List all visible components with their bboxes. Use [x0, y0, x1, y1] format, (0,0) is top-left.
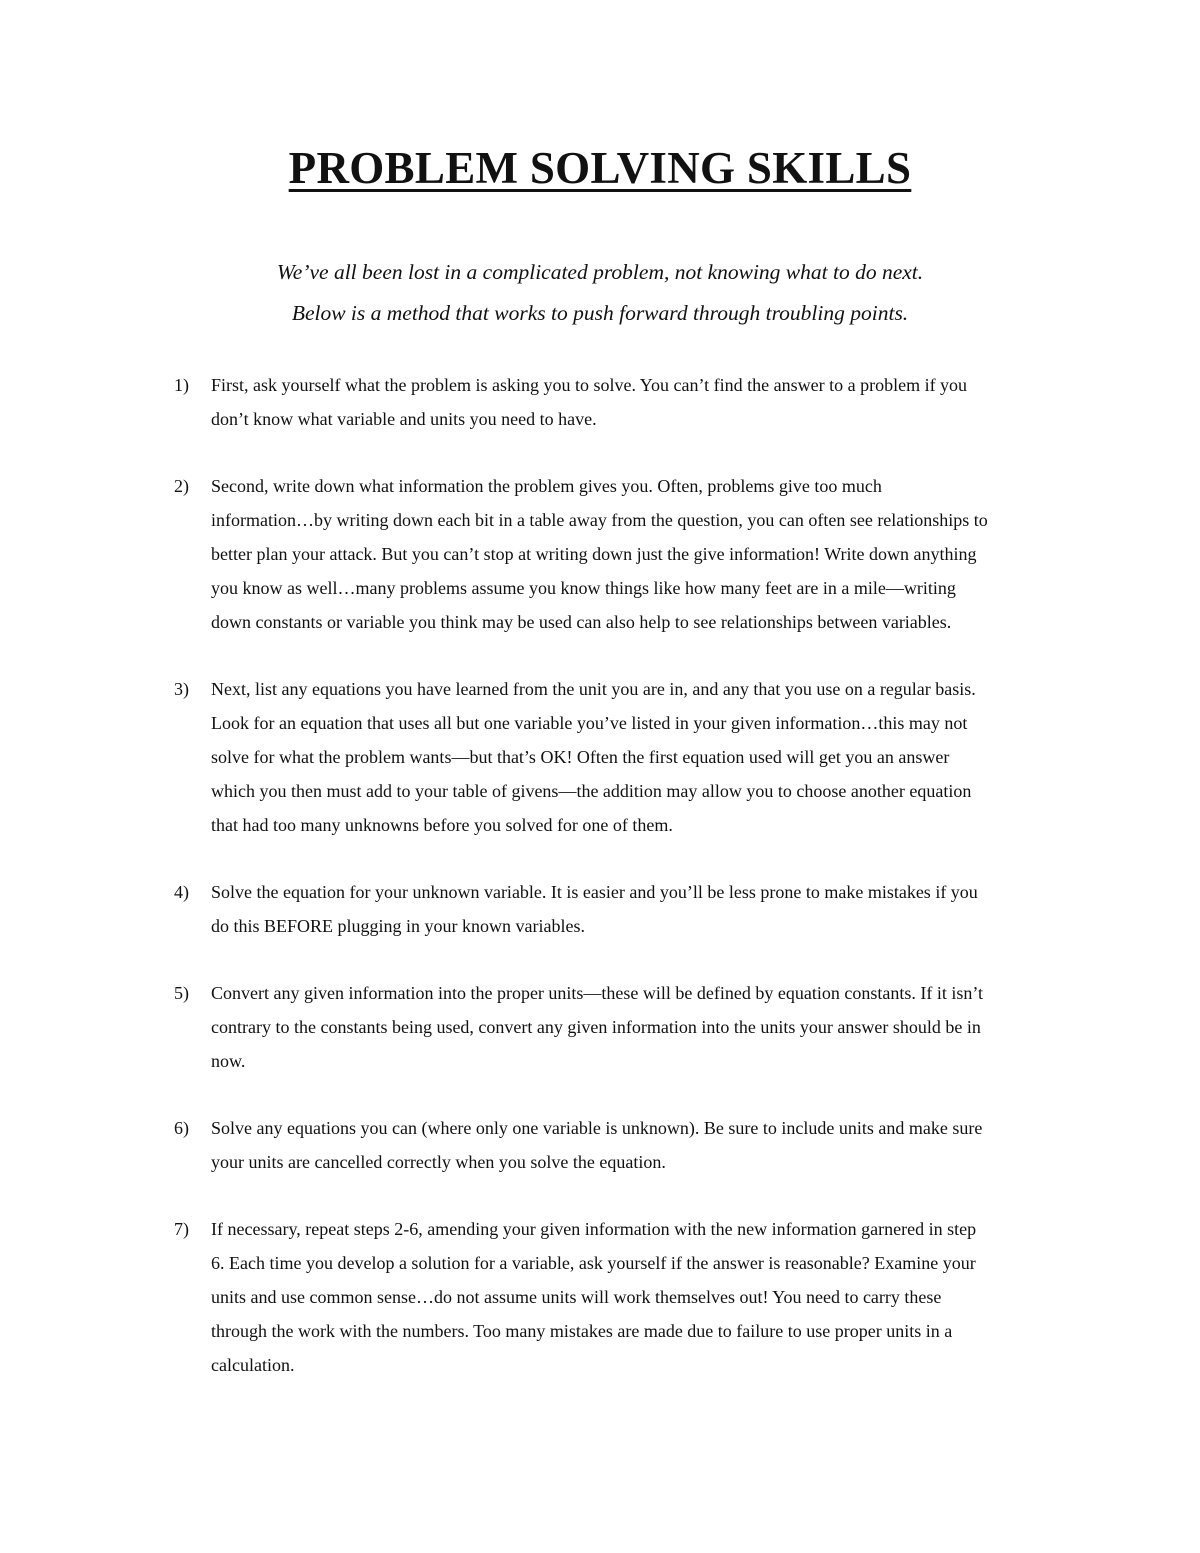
page-title: PROBLEM SOLVING SKILLS [288, 143, 912, 193]
step-line: solve for what the problem wants—but that’s OK! Often the first equation used will get you an answer [211, 747, 950, 767]
step-number: 3) [174, 679, 189, 699]
step-6 [0, 1111, 1200, 1179]
steps-list [0, 368, 1200, 1415]
step-text [211, 469, 1061, 639]
step-line: Solve the equation for your unknown variable. It is easier and you’ll be less prone to make mistakes if you [211, 882, 978, 902]
step-line: which you then must add to your table of givens—the addition may allow you to choose another equation [211, 781, 972, 801]
step-line: do this BEFORE plugging in your known variables. [211, 916, 585, 936]
step-line: you know as well…many problems assume you know things like how many feet are in a mile—writing [211, 578, 956, 598]
step-1 [0, 368, 1200, 436]
intro-line: We’ve all been lost in a complicated problem, not knowing what to do next. [276, 260, 924, 284]
step-line: Next, list any equations you have learned from the unit you are in, and any that you use on a regular basis. [211, 679, 976, 699]
step-line: 6. Each time you develop a solution for a variable, ask yourself if the answer is reasonable? Examine your [211, 1253, 976, 1273]
step-line: contrary to the constants being used, convert any given information into the units your answer should be in [211, 1017, 981, 1037]
step-line: now. [211, 1051, 246, 1071]
step-3 [0, 672, 1200, 842]
step-text [211, 1212, 1061, 1382]
step-number: 4) [174, 882, 189, 902]
step-5 [0, 976, 1200, 1078]
step-text [211, 368, 1061, 436]
step-text [211, 976, 1061, 1078]
step-text [211, 672, 1061, 842]
step-line: your units are cancelled correctly when you solve the equation. [211, 1152, 666, 1172]
step-text [211, 1111, 1061, 1179]
step-2 [0, 469, 1200, 639]
step-line: down constants or variable you think may be used can also help to see relationships between variables. [211, 612, 952, 632]
step-number: 7) [174, 1219, 189, 1239]
step-7 [0, 1212, 1200, 1382]
step-line: don’t know what variable and units you need to have. [211, 409, 597, 429]
step-line: Second, write down what information the problem gives you. Often, problems give too much [211, 476, 882, 496]
step-line: units and use common sense…do not assume units will work themselves out! You need to carry these [211, 1287, 942, 1307]
intro-line: Below is a method that works to push forward through troubling points. [291, 301, 909, 325]
step-line: calculation. [211, 1355, 295, 1375]
intro-paragraph [0, 252, 1200, 334]
step-line: information…by writing down each bit in a table away from the question, you can often see relationships to [211, 510, 988, 530]
step-line: through the work with the numbers. Too many mistakes are made due to failure to use proper units in a [211, 1321, 953, 1341]
step-line: First, ask yourself what the problem is asking you to solve. You can’t find the answer to a problem if you [211, 375, 968, 395]
step-line: Convert any given information into the proper units—these will be defined by equation constants. If it isn’t [211, 983, 984, 1003]
step-text [211, 875, 1061, 943]
step-line: If necessary, repeat steps 2-6, amending your given information with the new information garnered in step [211, 1219, 977, 1239]
step-line: Look for an equation that uses all but one variable you’ve listed in your given information…this may not [211, 713, 968, 733]
step-4 [0, 875, 1200, 943]
step-number: 5) [174, 983, 189, 1003]
step-number: 1) [174, 375, 189, 395]
step-number: 2) [174, 476, 189, 496]
step-line: Solve any equations you can (where only one variable is unknown). Be sure to include units and make sure [211, 1118, 983, 1138]
step-line: better plan your attack. But you can’t stop at writing down just the give information! Write down anything [211, 544, 977, 564]
step-line: that had too many unknowns before you solved for one of them. [211, 815, 673, 835]
step-number: 6) [174, 1118, 189, 1138]
